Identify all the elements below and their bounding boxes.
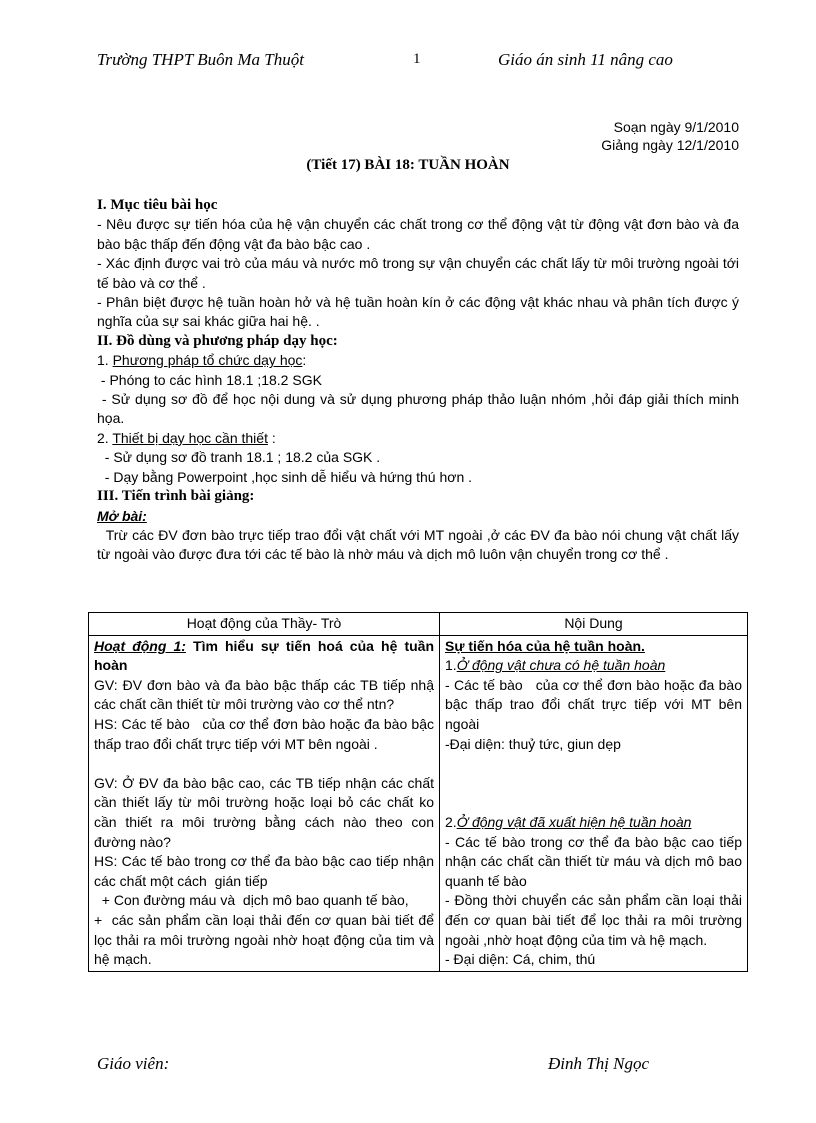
teacher-student-cell	[89, 635, 440, 971]
part1-item: - Các tế bào của cơ thể đơn bào hoặc đa bào bậc thấp trao đổi chất trực tiếp với MT bên ngoài	[445, 676, 746, 732]
sub1-label: Phương pháp tổ chức dạy học	[112, 352, 303, 369]
activity-paragraph: HS: Các tế bào trong cơ thể đa bào bậc cao tiếp nhận các chất một cách gián tiếp	[94, 853, 438, 889]
sub2-prefix: 2.	[97, 429, 113, 446]
activity-paragraph: GV: Ở ĐV đa bào bậc cao, các TB tiếp nhận các chất cần thiết lấy từ môi trường hoặc loại bỏ các chất ko cần thiết ra môi trường bằng cách nào theo con đường nào?	[94, 774, 434, 850]
activity-text: Tìm hiểu sự tiến hoá của hệ tuần hoàn	[94, 637, 434, 674]
equipment-item: - Sử dụng sơ đồ tranh 18.1 ; 18.2 của SGK .	[97, 449, 381, 466]
activity-paragraph: GV: ĐV đơn bào và đa bào bậc thấp các TB tiếp nhậ các chất cần thiết từ môi trường vào cơ thể ntn?	[94, 676, 434, 713]
teacher-name: Đinh Thị Ngọc	[548, 1054, 650, 1073]
subsection1-heading	[97, 351, 739, 370]
taught-date: Giảng ngày 12/1/2010	[601, 137, 739, 153]
activity-heading	[94, 637, 434, 676]
part2-item: - Đại diện: Cá, chim, thú	[445, 951, 596, 968]
activity-table	[88, 612, 748, 972]
activity-paragraph: + các sản phẩm cần loại thải đến cơ quan bài tiết để lọc thải ra môi trường ngoài nhờ hoạt động của tim và hệ mạch.	[94, 911, 438, 968]
intro-label-text: Mở bài:	[97, 507, 147, 524]
sub1-prefix: 1.	[97, 352, 113, 369]
part1-prefix: 1.	[445, 657, 457, 674]
activity-paragraph: + Con đường máu và dịch mô bao quanh tế bào,	[94, 892, 409, 909]
activity-spacer	[94, 754, 434, 774]
col1-header: Hoạt động của Thầy- Trò	[89, 613, 440, 636]
table-row	[89, 635, 748, 971]
table-header-row	[89, 613, 748, 636]
sub1-suffix: :	[302, 352, 307, 369]
sub2-label: Thiết bị dạy học cần thiết	[112, 429, 268, 446]
part1-label: Ở động vật chưa có hệ tuần hoàn	[456, 657, 666, 674]
content-spacer	[445, 754, 742, 813]
part2-item: - Các tế bào trong cơ thể đa bào bậc cao tiếp nhận các chất cần thiết từ máu và dịch mô bao quanh tế bào	[445, 833, 742, 889]
intro-text: Trừ các ĐV đơn bào trực tiếp trao đổi vật chất với MT ngoài ,ở các ĐV đa bào nói chung vật chất lấy từ ngoài vào được đưa tới các tế bào là nhờ máu và dịch mô luôn vận chuyển trong cơ thể .	[97, 526, 743, 563]
intro-label	[97, 507, 739, 526]
content-title-text: Sự tiến hóa của hệ tuần hoàn.	[445, 637, 645, 654]
objective-item: - Nêu được sự tiến hóa của hệ vận chuyển các chất trong cơ thể động vật từ động vật đơn bào và đa bào bậc thấp đến động vật đa bào bậc cao .	[97, 216, 739, 252]
method-item: - Sử dụng sơ đồ để học nội dung và sử dụng phương pháp thảo luận nhóm ,hỏi đáp giải thích minh họa.	[97, 391, 743, 427]
part2-prefix: 2.	[445, 813, 457, 830]
method-item: - Phóng to các hình 18.1 ;18.2 SGK	[97, 371, 322, 388]
page-number: 1	[413, 51, 421, 67]
teacher-label: Giáo viên:	[97, 1054, 170, 1073]
content-title	[445, 637, 742, 657]
activity-label: Hoạt động 1:	[94, 637, 186, 654]
part2-item: - Đồng thời chuyển các sản phẩm cần loại thải đến cơ quan bài tiết để lọc thải ra môi trường ngoài ,nhờ hoạt động của tim và hệ mạch.	[445, 892, 742, 948]
objective-item: - Xác định được vai trò của máu và nước mô trong sự vận chuyển các chất lấy từ môi trường ngoài tới tế bào và cơ thể .	[97, 255, 739, 291]
dates-block	[601, 118, 739, 154]
col2-header: Nội Dung	[440, 613, 748, 636]
part1-item: -Đại diện: thuỷ tức, giun dẹp	[445, 735, 621, 752]
content-cell	[440, 635, 748, 971]
lesson-title: (Tiết 17) BÀI 18: TUẦN HOÀN	[306, 157, 510, 173]
header-school: Trường THPT Buôn Ma Thuột	[97, 50, 304, 69]
header-doc-title: Giáo án sinh 11 nâng cao	[498, 50, 673, 69]
section1-heading: I. Mục tiêu bài học	[97, 197, 218, 213]
prepared-date: Soạn ngày 9/1/2010	[613, 119, 739, 135]
section2-heading: II. Đồ dùng và phương pháp dạy học:	[97, 332, 338, 349]
section3-heading: III. Tiến trình bài giảng:	[97, 488, 255, 505]
subsection2-heading	[97, 429, 739, 448]
sub2-suffix: :	[267, 429, 276, 446]
activity-paragraph: HS: Các tế bào của cơ thể đơn bào hoặc đa bào bậc thấp trao đổi chất trực tiếp với MT bên ngoài .	[94, 715, 438, 752]
equipment-item: - Dạy bằng Powerpoint ,học sinh dễ hiểu và hứng thú hơn .	[97, 468, 473, 485]
part1-heading	[445, 656, 742, 676]
part2-label: Ở động vật đã xuất hiện hệ tuần hoàn	[456, 813, 692, 830]
objective-item: - Phân biệt được hệ tuần hoàn hở và hệ tuần hoàn kín ở các động vật khác nhau và phân tích được ý nghĩa của sự sai khác giữa hai hệ. .	[97, 294, 739, 330]
lesson-body	[97, 196, 743, 565]
part2-heading	[445, 813, 742, 833]
